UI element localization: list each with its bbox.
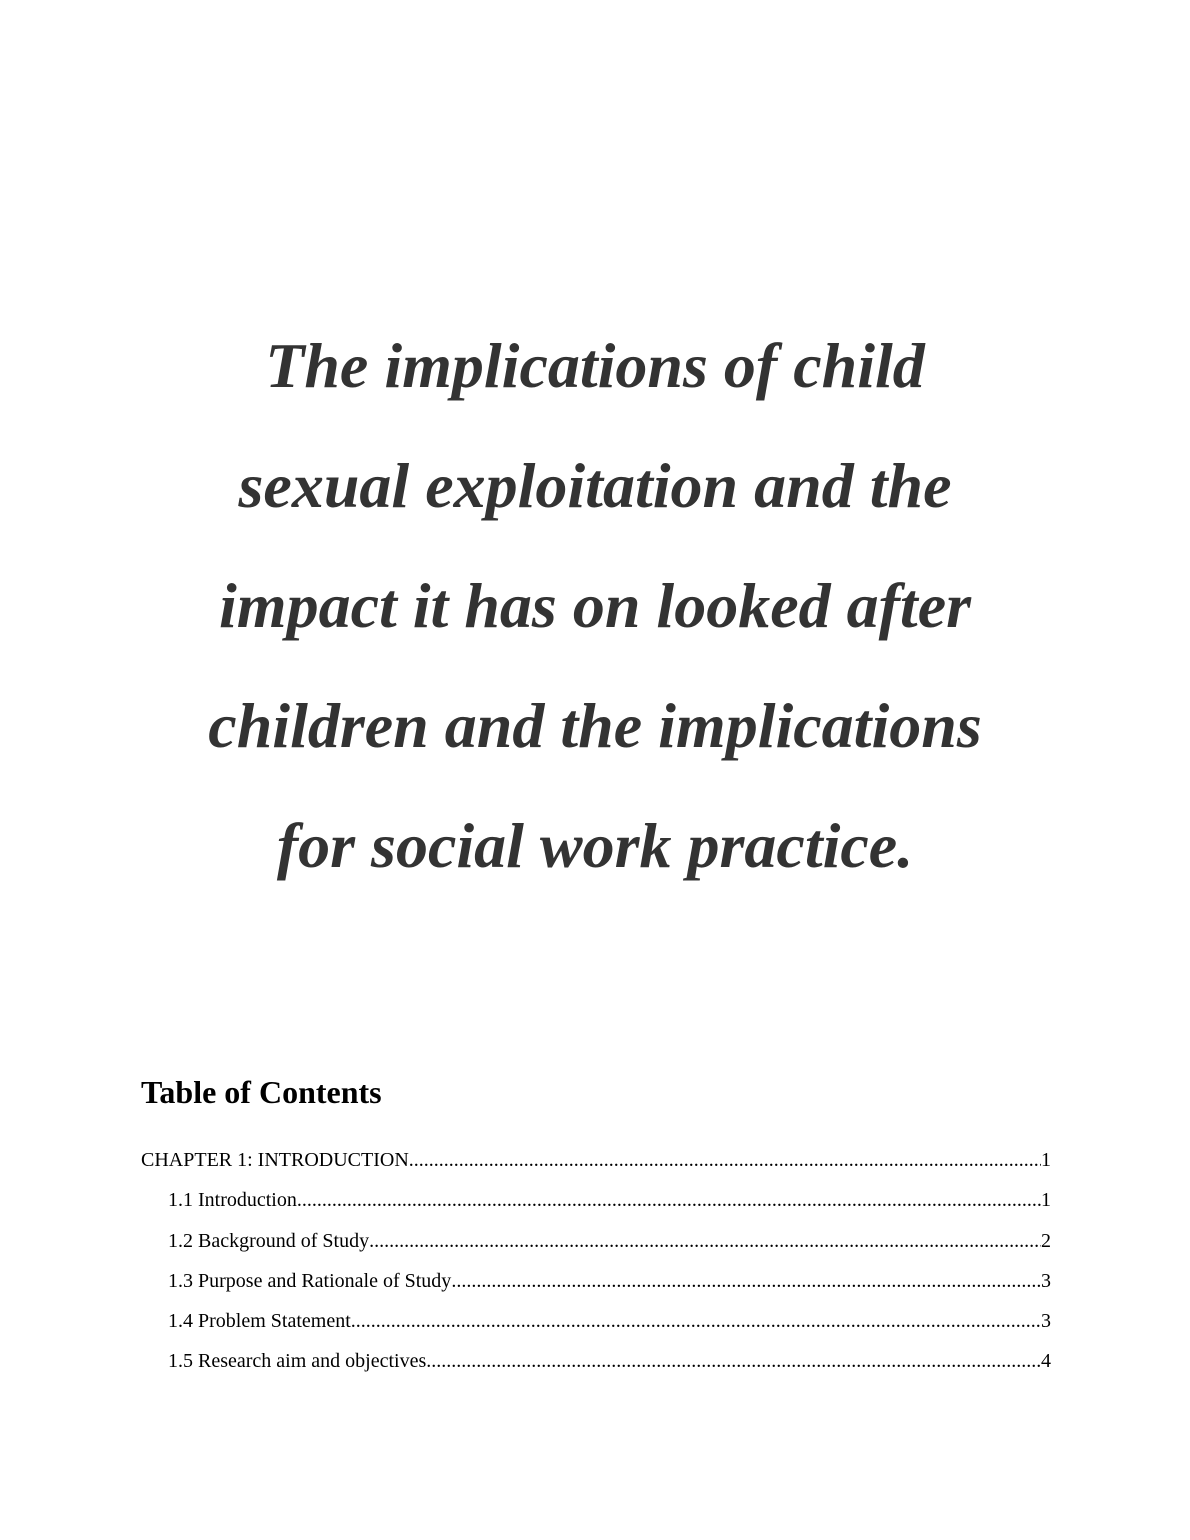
toc-entry-label: 1.5 Research aim and objectives	[168, 1350, 427, 1373]
toc-entry-page: 1	[1041, 1189, 1051, 1212]
toc-entry-chapter-1[interactable]	[141, 1140, 1051, 1180]
toc-dot-leader	[351, 1301, 1041, 1341]
toc-entry-1-4[interactable]	[141, 1301, 1051, 1341]
toc-dot-leader	[297, 1180, 1041, 1220]
toc-heading: Table of Contents	[141, 1074, 382, 1110]
toc-entry-1-5[interactable]	[141, 1341, 1051, 1381]
toc-entry-label: CHAPTER 1: INTRODUCTION	[141, 1149, 409, 1171]
title-line: children and the implications	[208, 690, 982, 761]
title-line: The implications of child	[265, 330, 925, 401]
toc-dot-leader	[451, 1261, 1041, 1301]
document-title	[140, 306, 1050, 906]
title-line: impact it has on looked after	[219, 570, 971, 641]
title-line: sexual exploitation and the	[238, 450, 952, 521]
toc-dot-leader	[409, 1140, 1041, 1180]
toc-entry-label: 1.1 Introduction	[168, 1189, 297, 1212]
toc-entry-page: 1	[1041, 1149, 1051, 1171]
toc-entry-page: 4	[1041, 1350, 1051, 1373]
toc-entry-1-1[interactable]	[141, 1180, 1051, 1220]
table-of-contents	[141, 1140, 1051, 1382]
toc-entry-1-3[interactable]	[141, 1261, 1051, 1301]
toc-dot-leader	[369, 1221, 1041, 1261]
toc-entry-page: 3	[1041, 1269, 1051, 1292]
toc-entry-label: 1.3 Purpose and Rationale of Study	[168, 1269, 452, 1292]
title-line: for social work practice.	[276, 810, 914, 881]
toc-dot-leader	[426, 1341, 1041, 1381]
toc-entry-page: 2	[1041, 1229, 1051, 1252]
toc-entry-1-2[interactable]	[141, 1221, 1051, 1261]
toc-entry-label: 1.2 Background of Study	[168, 1229, 370, 1252]
toc-entry-page: 3	[1041, 1310, 1051, 1333]
toc-entry-label: 1.4 Problem Statement	[168, 1310, 351, 1333]
